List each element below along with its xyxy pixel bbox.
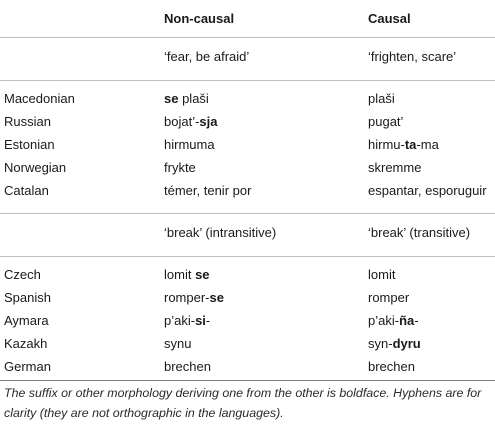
morpheme: -ma: [416, 137, 439, 152]
meaning-causal: ‘break’ (transitive): [368, 225, 471, 240]
cell-causal: [368, 111, 403, 133]
cell-language: German: [4, 359, 51, 374]
cell-causal: [368, 157, 421, 179]
morpheme: hirmu-: [368, 137, 405, 152]
morpheme: lomit: [368, 267, 396, 282]
table-row: [0, 287, 495, 309]
table-row: [0, 310, 495, 332]
morpheme-bold: ña: [399, 313, 415, 328]
cell-non-causal: [164, 134, 215, 156]
cell-language: Kazakh: [4, 336, 48, 351]
table-row: [0, 180, 495, 202]
morpheme: p’aki-: [164, 313, 196, 328]
meaning-divider: [0, 80, 495, 81]
cell-non-causal: [164, 111, 218, 133]
header-causal: Causal: [368, 11, 411, 26]
morpheme: -: [414, 313, 419, 328]
morpheme-bold: se: [164, 91, 179, 106]
cell-causal: [368, 180, 487, 202]
morpheme: -: [205, 313, 211, 328]
meaning-noncausal: ‘fear, be afraid’: [164, 49, 250, 64]
cell-language: Norwegian: [4, 160, 67, 175]
table-row: [0, 134, 495, 156]
cell-language: Russian: [4, 114, 51, 129]
cell-non-causal: [164, 310, 210, 332]
morpheme: hirmuma: [164, 137, 215, 152]
cell-causal: [368, 287, 409, 309]
morpheme: frykte: [164, 160, 196, 175]
table-caption: The suffix or other morphology deriving one from the other is boldface. Hyphens are for clarity (they are not orthographic in the languages).: [4, 386, 482, 420]
morpheme-bold: sja: [199, 114, 218, 129]
cell-causal: [368, 310, 419, 332]
morpheme-bold: se: [209, 290, 224, 305]
morpheme-bold: si: [195, 313, 206, 328]
morpheme: synu: [164, 336, 192, 351]
cell-causal: [368, 356, 415, 378]
morpheme: témer, tenir por: [164, 183, 252, 198]
morpheme: bojat’-: [164, 114, 200, 129]
morpheme: plaši: [178, 91, 209, 106]
table-bottom-rule: [0, 380, 495, 381]
cell-language: Estonian: [4, 137, 55, 152]
meaning-noncausal: ‘break’ (intransitive): [164, 225, 277, 240]
table-row: [0, 111, 495, 133]
morpheme: skremme: [368, 160, 422, 175]
meaning-row-fear: [0, 46, 495, 68]
morpheme: romper-: [164, 290, 210, 305]
cell-non-causal: [164, 333, 191, 355]
header-divider: [0, 37, 495, 38]
morpheme: brechen: [164, 359, 211, 374]
cell-non-causal: [164, 157, 196, 179]
morpheme: brechen: [368, 359, 415, 374]
morpheme: p’aki-: [368, 313, 400, 328]
cell-non-causal: [164, 264, 210, 286]
cell-non-causal: [164, 356, 211, 378]
table-row: [0, 264, 495, 286]
table-header-row: [0, 8, 495, 30]
cell-causal: [368, 88, 395, 110]
morpheme: pugat’: [368, 114, 404, 129]
cell-non-causal: [164, 287, 224, 309]
cell-language: Czech: [4, 267, 41, 282]
table-row: [0, 356, 495, 378]
cell-causal: [368, 134, 439, 156]
meaning-row-break: [0, 222, 495, 244]
morpheme: syn-: [368, 336, 393, 351]
cell-language: Spanish: [4, 290, 51, 305]
table-row: [0, 88, 495, 110]
table-row: [0, 333, 495, 355]
meaning-causal: ‘frighten, scare’: [368, 49, 457, 64]
morpheme: lomit: [164, 267, 196, 282]
group-divider: [0, 213, 495, 214]
meaning-divider: [0, 256, 495, 257]
morpheme-bold: se: [195, 267, 210, 282]
morpheme: espantar, esporuguir: [368, 183, 487, 198]
cell-non-causal: [164, 180, 251, 202]
morpheme-bold: dyru: [392, 336, 421, 351]
header-non-causal: Non-causal: [164, 11, 235, 26]
morpheme-bold: ta: [404, 137, 417, 152]
cell-non-causal: [164, 88, 209, 110]
cell-causal: [368, 333, 421, 355]
cell-language: Catalan: [4, 183, 49, 198]
table-row: [0, 157, 495, 179]
cell-language: Aymara: [4, 313, 49, 328]
cell-causal: [368, 264, 395, 286]
morpheme: romper: [368, 290, 410, 305]
morpheme: plaši: [368, 91, 395, 106]
cell-language: Macedonian: [4, 91, 75, 106]
